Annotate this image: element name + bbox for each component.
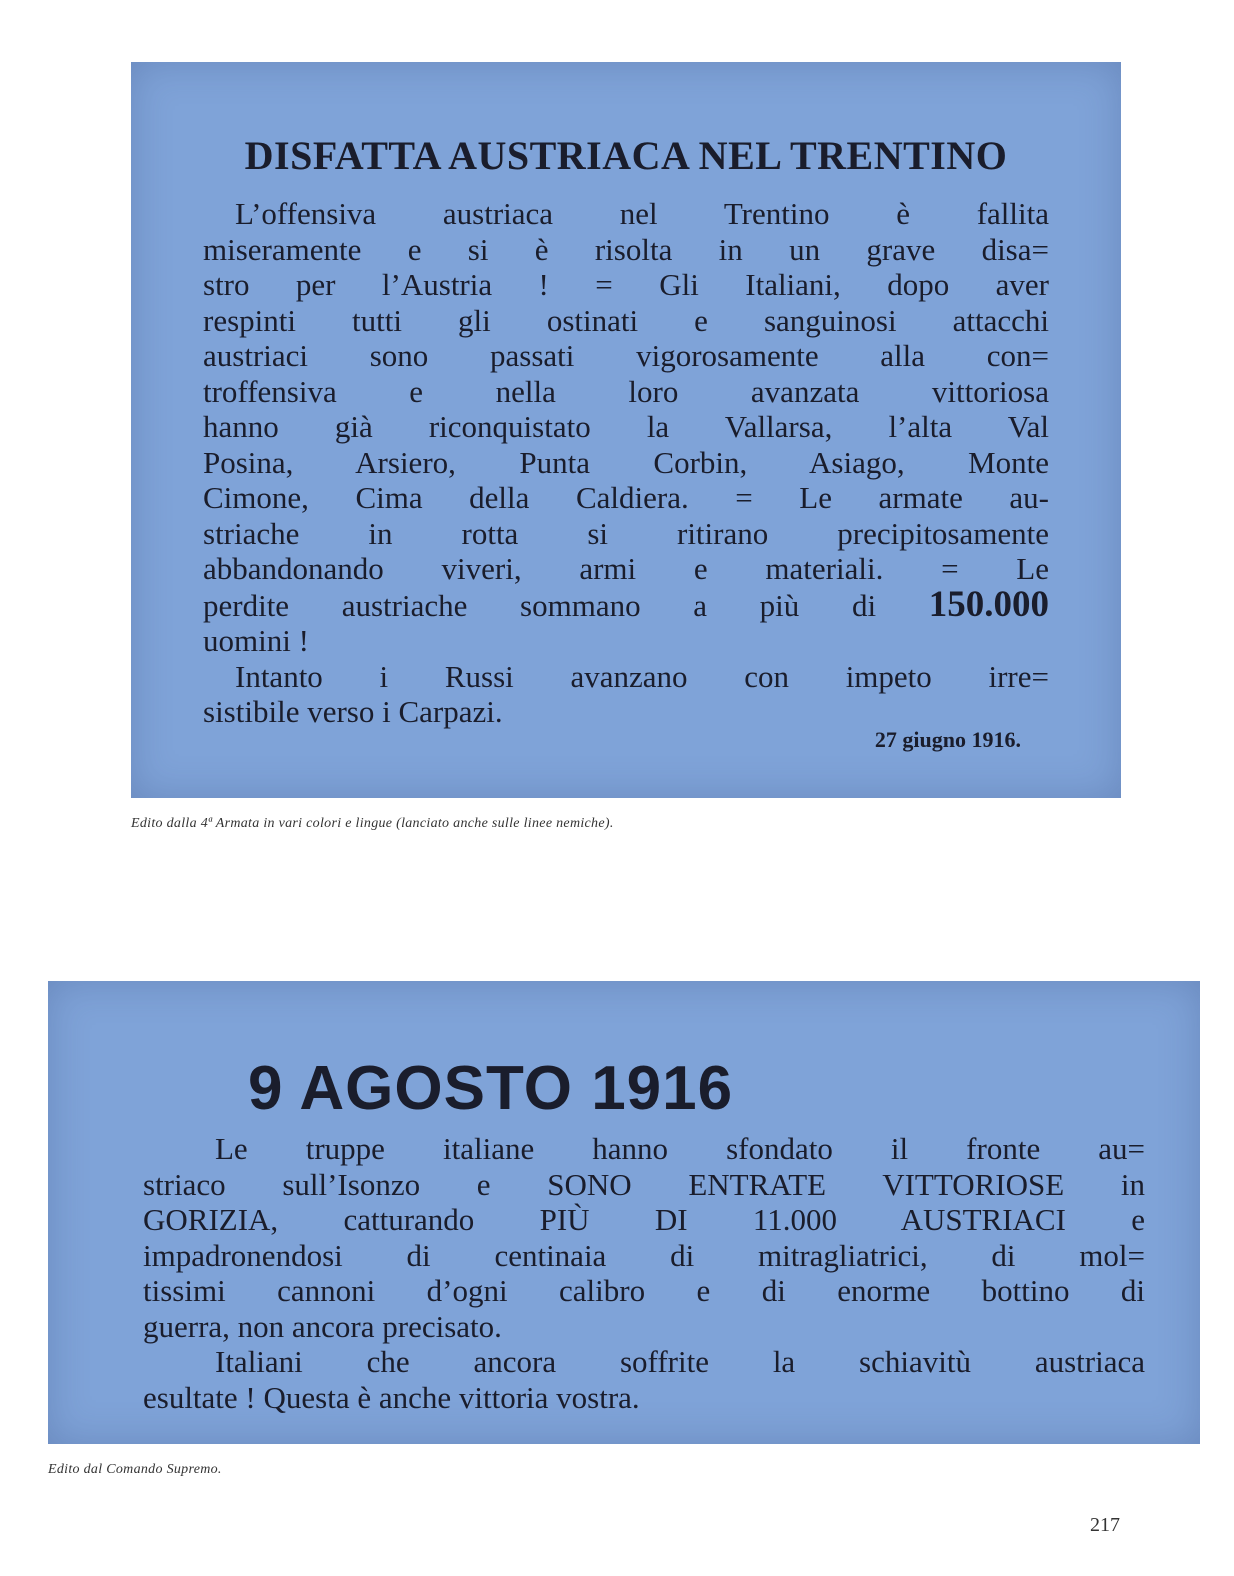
casualties-number: 150.000 (928, 583, 1049, 625)
flyer-gorizia-line: tissimi cannoni d’ogni calibro e di enorme bottino di (143, 1273, 1145, 1308)
flyer-gorizia-body (143, 1131, 1145, 1415)
page-number: 217 (1090, 1514, 1120, 1536)
flyer-gorizia (48, 981, 1200, 1444)
flyer-trentino (131, 62, 1121, 798)
flyer-gorizia-line: esultate ! Questa è anche vittoria vostra. (143, 1379, 640, 1415)
flyer-trentino-date: 27 giugno 1916. (874, 727, 1021, 752)
flyer-trentino-body (203, 196, 1049, 730)
flyer-trentino-line: respinti tutti gli ostinati e sanguinosi attacchi (203, 302, 1049, 338)
flyer-gorizia-line: guerra, non ancora precisato. (143, 1308, 502, 1344)
flyer-trentino-line: stro per l’Austria ! = Gli Italiani, dopo aver (203, 267, 1049, 302)
flyer-trentino-line: miseramente e si è risolta in un grave disa= (203, 231, 1049, 267)
flyer-trentino-title: DISFATTA AUSTRIACA NEL TRENTINO (244, 133, 1008, 178)
flyer-trentino-line: L’offensiva austriaca nel Trentino è fallita (235, 196, 1049, 231)
flyer-trentino-line: abbandonando viveri, armi e materiali. = Le (203, 551, 1049, 586)
flyer-gorizia-title: 9 AGOSTO 1916 (248, 1054, 734, 1123)
flyer-trentino-line: Cimone, Cima della Caldiera. = Le armate au- (203, 480, 1049, 515)
flyer-trentino-line: striache in rotta si ritirano precipitosamente (203, 515, 1049, 551)
flyer-trentino-line: perdite austriache sommano a più di (203, 587, 877, 623)
flyer-trentino-line: sistibile verso i Carpazi. (203, 694, 503, 729)
flyer-trentino-line: Intanto i Russi avanzano con impeto irre= (235, 658, 1049, 694)
flyer-trentino-line: uomini ! (203, 623, 309, 658)
flyer-gorizia-line: impadronendosi di centinaia di mitragliatrici, di mol= (143, 1237, 1145, 1273)
flyer-gorizia-line: Italiani che ancora soffrite la schiavitù austriaca (215, 1344, 1145, 1379)
flyer-trentino-casualties-line (203, 583, 1049, 625)
flyer-trentino-line: troffensiva e nella loro avanzata vittoriosa (203, 373, 1049, 409)
flyer-gorizia-line: GORIZIA, catturando PIÙ DI 11.000 AUSTRIACI e (143, 1202, 1145, 1237)
flyer-trentino-line: Posina, Arsiero, Punta Corbin, Asiago, Monte (203, 444, 1049, 480)
caption-trentino: Edito dalla 4ª Armata in vari colori e lingue (lanciato anche sulle linee nemiche). (131, 816, 614, 831)
flyer-gorizia-line: Le truppe italiane hanno sfondato il fronte au= (215, 1131, 1145, 1166)
flyer-trentino-line: hanno già riconquistato la Vallarsa, l’alta Val (203, 409, 1049, 444)
flyer-gorizia-line: striaco sull’Isonzo e SONO ENTRATE VITTORIOSE in (143, 1166, 1145, 1202)
flyer-trentino-line: austriaci sono passati vigorosamente alla con= (203, 338, 1049, 373)
caption-gorizia: Edito dal Comando Supremo. (48, 1462, 222, 1477)
